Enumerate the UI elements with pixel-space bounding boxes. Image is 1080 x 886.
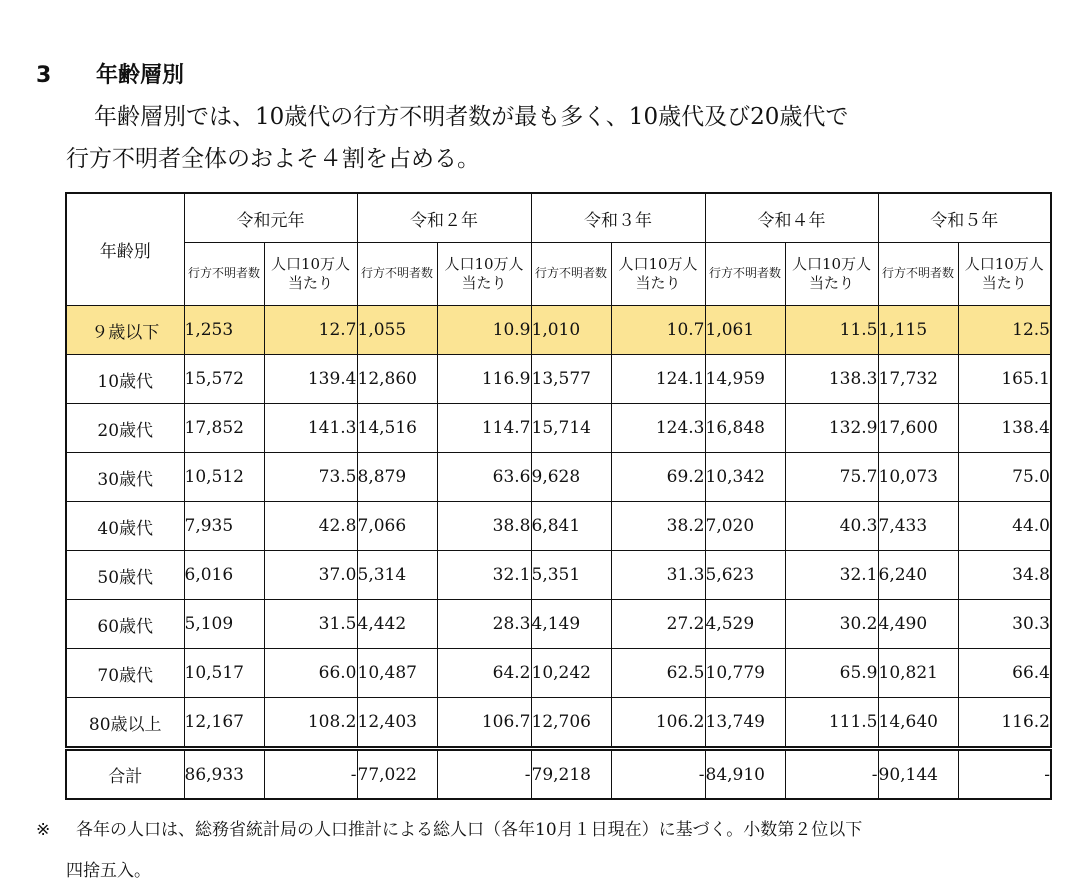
- missing-count-cell: 84,910: [705, 749, 785, 800]
- per-100k-column-header: [958, 243, 1051, 306]
- per-100k-label-line-2: 当たり: [981, 274, 1027, 292]
- per-100k-label-line-1: 人口10万人: [270, 254, 351, 273]
- per-100k-label-line-2: 当たり: [635, 274, 681, 292]
- section-heading: [36, 58, 184, 89]
- per-100k-cell: 138.4: [958, 404, 1051, 453]
- per-100k-cell: 116.9: [437, 355, 531, 404]
- subheader-row: [66, 243, 1051, 306]
- per-100k-cell: 64.2: [437, 649, 531, 698]
- per-100k-label-line-1: 人口10万人: [444, 254, 524, 273]
- missing-count-cell: 5,314: [357, 551, 437, 600]
- per-100k-cell: 44.0: [958, 502, 1051, 551]
- per-100k-cell: 108.2: [264, 698, 357, 749]
- missing-count-cell: 7,433: [878, 502, 958, 551]
- per-100k-cell: 30.2: [785, 600, 878, 649]
- age-group-cell: 50歳代: [66, 551, 184, 600]
- table-row: [66, 502, 1051, 551]
- per-100k-cell: 116.2: [958, 698, 1051, 749]
- year-header: 令和３年: [531, 193, 705, 243]
- per-100k-cell: 10.9: [437, 306, 531, 355]
- per-100k-cell: 124.3: [611, 404, 705, 453]
- missing-count-cell: 4,149: [531, 600, 611, 649]
- per-100k-label-line-1: 人口10万人: [618, 254, 698, 273]
- table-body: [66, 306, 1051, 800]
- per-100k-cell: 73.5: [264, 453, 357, 502]
- age-group-cell: 10歳代: [66, 355, 184, 404]
- per-100k-cell: 27.2: [611, 600, 705, 649]
- missing-count-cell: 5,109: [184, 600, 264, 649]
- age-column-header: 年齢別: [66, 193, 184, 306]
- per-100k-cell: 165.1: [958, 355, 1051, 404]
- missing-count-cell: 1,115: [878, 306, 958, 355]
- per-100k-label-line-2: 当たり: [287, 274, 333, 292]
- per-100k-cell: 66.0: [264, 649, 357, 698]
- missing-count-cell: 12,860: [357, 355, 437, 404]
- missing-count-cell: 4,490: [878, 600, 958, 649]
- missing-count-cell: 17,852: [184, 404, 264, 453]
- missing-count-cell: 7,020: [705, 502, 785, 551]
- missing-count-cell: 9,628: [531, 453, 611, 502]
- missing-count-cell: 77,022: [357, 749, 437, 800]
- per-100k-cell: 32.1: [437, 551, 531, 600]
- table-row: [66, 600, 1051, 649]
- per-100k-cell: 31.5: [264, 600, 357, 649]
- table-row: [66, 453, 1051, 502]
- year-header: 令和元年: [184, 193, 357, 243]
- per-100k-cell: 30.3: [958, 600, 1051, 649]
- per-100k-cell: 132.9: [785, 404, 878, 453]
- per-100k-column-header: [785, 243, 878, 306]
- year-header: 令和４年: [705, 193, 878, 243]
- per-100k-cell: 38.2: [611, 502, 705, 551]
- missing-count-cell: 10,242: [531, 649, 611, 698]
- table-row: [66, 649, 1051, 698]
- section-title: 年齢層別: [96, 63, 185, 88]
- per-100k-cell: 111.5: [785, 698, 878, 749]
- missing-count-cell: 13,749: [705, 698, 785, 749]
- per-100k-cell: 62.5: [611, 649, 705, 698]
- age-group-cell: 80歳以上: [66, 698, 184, 749]
- per-100k-cell: -: [611, 749, 705, 800]
- missing-count-cell: 90,144: [878, 749, 958, 800]
- missing-count-cell: 1,253: [184, 306, 264, 355]
- missing-count-cell: 16,848: [705, 404, 785, 453]
- footnote-mark: ※: [36, 820, 51, 840]
- per-100k-cell: 42.8: [264, 502, 357, 551]
- per-100k-cell: 106.2: [611, 698, 705, 749]
- year-header: 令和２年: [357, 193, 531, 243]
- table-row: [66, 404, 1051, 453]
- missing-count-cell: 5,623: [705, 551, 785, 600]
- per-100k-cell: 37.0: [264, 551, 357, 600]
- per-100k-label-line-2: 当たり: [808, 274, 854, 292]
- age-group-cell: 60歳代: [66, 600, 184, 649]
- missing-count-cell: 8,879: [357, 453, 437, 502]
- intro-line-1: 年齢層別では、10歳代の行方不明者数が最も多く、10歳代及び20歳代で: [94, 104, 849, 130]
- missing-count-cell: 10,487: [357, 649, 437, 698]
- per-100k-label-line-1: 人口10万人: [791, 254, 872, 273]
- missing-count-cell: 14,959: [705, 355, 785, 404]
- age-group-cell: 40歳代: [66, 502, 184, 551]
- missing-persons-by-age-table: [65, 192, 1052, 800]
- age-group-cell: 合計: [66, 749, 184, 800]
- total-row: [66, 749, 1051, 800]
- per-100k-cell: 75.7: [785, 453, 878, 502]
- per-100k-column-header: [611, 243, 705, 306]
- per-100k-cell: 28.3: [437, 600, 531, 649]
- per-100k-cell: 65.9: [785, 649, 878, 698]
- table-row: [66, 355, 1051, 404]
- footnote-line-1: 各年の人口は、総務省統計局の人口推計による総人口（各年10月１日現在）に基づく。小数第２位以下: [76, 820, 863, 840]
- table-row: [66, 306, 1051, 355]
- count-column-header: 行方不明者数: [878, 243, 958, 306]
- missing-count-cell: 10,342: [705, 453, 785, 502]
- missing-count-cell: 10,821: [878, 649, 958, 698]
- per-100k-cell: 12.7: [264, 306, 357, 355]
- per-100k-column-header: [437, 243, 531, 306]
- section-number: 3: [36, 63, 52, 88]
- missing-count-cell: 4,442: [357, 600, 437, 649]
- intro-line-2: 行方不明者全体のおよそ４割を占める。: [66, 146, 480, 172]
- missing-count-cell: 1,055: [357, 306, 437, 355]
- missing-count-cell: 4,529: [705, 600, 785, 649]
- per-100k-cell: 66.4: [958, 649, 1051, 698]
- per-100k-cell: 63.6: [437, 453, 531, 502]
- per-100k-column-header: [264, 243, 357, 306]
- missing-count-cell: 12,403: [357, 698, 437, 749]
- per-100k-cell: 106.7: [437, 698, 531, 749]
- per-100k-cell: 32.1: [785, 551, 878, 600]
- per-100k-cell: 139.4: [264, 355, 357, 404]
- per-100k-cell: 38.8: [437, 502, 531, 551]
- footnote: [36, 815, 862, 840]
- per-100k-cell: 10.7: [611, 306, 705, 355]
- missing-count-cell: 7,066: [357, 502, 437, 551]
- missing-count-cell: 86,933: [184, 749, 264, 800]
- missing-count-cell: 10,779: [705, 649, 785, 698]
- per-100k-cell: 11.5: [785, 306, 878, 355]
- missing-count-cell: 14,516: [357, 404, 437, 453]
- missing-count-cell: 15,714: [531, 404, 611, 453]
- footnote-line-2: 四捨五入。: [66, 861, 151, 881]
- year-header: 令和５年: [878, 193, 1051, 243]
- missing-count-cell: 10,512: [184, 453, 264, 502]
- per-100k-label-line-1: 人口10万人: [964, 254, 1044, 273]
- per-100k-cell: 12.5: [958, 306, 1051, 355]
- missing-count-cell: 6,841: [531, 502, 611, 551]
- table-row: [66, 698, 1051, 749]
- per-100k-cell: 40.3: [785, 502, 878, 551]
- missing-count-cell: 10,517: [184, 649, 264, 698]
- missing-count-cell: 7,935: [184, 502, 264, 551]
- missing-count-cell: 13,577: [531, 355, 611, 404]
- age-group-cell: 30歳代: [66, 453, 184, 502]
- table-row: [66, 551, 1051, 600]
- missing-count-cell: 14,640: [878, 698, 958, 749]
- per-100k-cell: 138.3: [785, 355, 878, 404]
- missing-count-cell: 5,351: [531, 551, 611, 600]
- missing-count-cell: 15,572: [184, 355, 264, 404]
- missing-count-cell: 6,016: [184, 551, 264, 600]
- per-100k-cell: -: [437, 749, 531, 800]
- age-group-cell: 70歳代: [66, 649, 184, 698]
- per-100k-cell: 75.0: [958, 453, 1051, 502]
- age-group-cell: 20歳代: [66, 404, 184, 453]
- per-100k-cell: 124.1: [611, 355, 705, 404]
- missing-count-cell: 17,732: [878, 355, 958, 404]
- missing-count-cell: 6,240: [878, 551, 958, 600]
- per-100k-cell: 31.3: [611, 551, 705, 600]
- per-100k-cell: -: [785, 749, 878, 800]
- missing-count-cell: 17,600: [878, 404, 958, 453]
- count-column-header: 行方不明者数: [184, 243, 264, 306]
- per-100k-cell: 69.2: [611, 453, 705, 502]
- count-column-header: 行方不明者数: [705, 243, 785, 306]
- count-column-header: 行方不明者数: [531, 243, 611, 306]
- per-100k-cell: 141.3: [264, 404, 357, 453]
- missing-count-cell: 1,061: [705, 306, 785, 355]
- missing-count-cell: 10,073: [878, 453, 958, 502]
- missing-count-cell: 1,010: [531, 306, 611, 355]
- missing-count-cell: 79,218: [531, 749, 611, 800]
- per-100k-cell: -: [958, 749, 1051, 800]
- count-column-header: 行方不明者数: [357, 243, 437, 306]
- missing-count-cell: 12,167: [184, 698, 264, 749]
- per-100k-cell: -: [264, 749, 357, 800]
- year-header-row: [66, 193, 1051, 243]
- missing-count-cell: 12,706: [531, 698, 611, 749]
- per-100k-cell: 34.8: [958, 551, 1051, 600]
- age-group-cell: ９歳以下: [66, 306, 184, 355]
- per-100k-label-line-2: 当たり: [461, 274, 507, 292]
- per-100k-cell: 114.7: [437, 404, 531, 453]
